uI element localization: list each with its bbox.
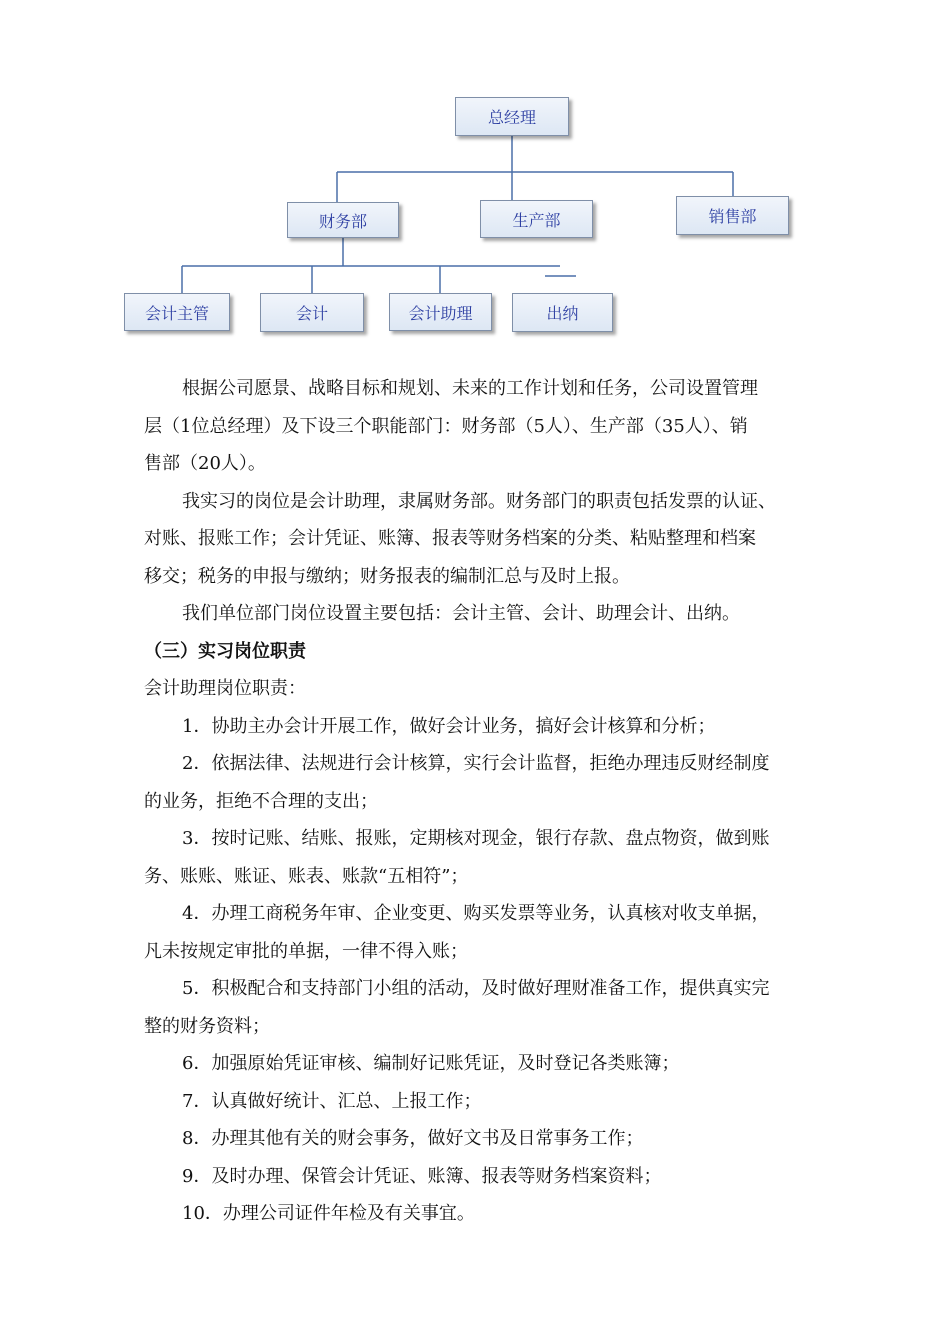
- org-box-sales: [676, 196, 789, 235]
- duty-line: 凡未按规定审批的单据，一律不得入账；: [144, 940, 468, 962]
- sub-heading: 会计助理岗位职责：: [144, 678, 306, 699]
- org-box-accountant: [260, 293, 364, 332]
- paragraph-line: 我实习的岗位是会计助理，隶属财务部。财务部门的职责包括发票的认证、: [182, 490, 776, 512]
- org-box-label: 会计: [295, 304, 328, 323]
- org-box-accounting-supervisor: [124, 293, 230, 331]
- paragraph-line: 移交；税务的申报与缴纳；财务报表的编制汇总与及时上报。: [144, 565, 630, 587]
- org-box-general-manager: [455, 97, 569, 136]
- duty-line: 整的财务资料；: [144, 1015, 270, 1037]
- duty-line: 1．协助主办会计开展工作，做好会计业务，搞好会计核算和分析；: [182, 715, 716, 737]
- org-box-cashier: [512, 293, 613, 332]
- org-box-label: 财务部: [318, 211, 367, 231]
- duty-line: 2．依据法律、法规进行会计核算，实行会计监督，拒绝办理违反财经制度: [182, 753, 770, 774]
- org-box-label: 出纳: [546, 304, 579, 323]
- org-box-label: 生产部: [512, 210, 561, 230]
- duty-line: 10．办理公司证件年检及有关事宜。: [182, 1203, 475, 1224]
- org-box-label: 销售部: [708, 207, 757, 226]
- duty-line: 务、账账、账证、账表、账款“五相符”；: [144, 865, 469, 887]
- duty-line: 5．积极配合和支持部门小组的活动，及时做好理财准备工作，提供真实完: [182, 978, 770, 999]
- org-box-accounting-assistant: [389, 293, 492, 331]
- org-box-label: 会计主管: [144, 303, 209, 323]
- paragraph-line: 售部（20人）。: [144, 453, 266, 474]
- duty-line: 8．办理其他有关的财会事务，做好文书及日常事务工作；: [182, 1128, 644, 1149]
- duty-line: 6．加强原始凭证审核、编制好记账凭证，及时登记各类账簿；: [182, 1053, 680, 1074]
- duty-line: 9．及时办理、保管会计凭证、账簿、报表等财务档案资料；: [182, 1165, 662, 1187]
- duty-line: 的业务，拒绝不合理的支出；: [144, 790, 378, 812]
- org-box-finance: [287, 202, 399, 238]
- duty-line: 3．按时记账、结账、报账，定期核对现金，银行存款、盘点物资，做到账: [182, 828, 770, 849]
- org-box-production: [480, 200, 593, 238]
- paragraph-line: 层（1位总经理）及下设三个职能部门：财务部（5人）、生产部（35人）、销: [144, 415, 748, 437]
- paragraph-line: 我们单位部门岗位设置主要包括：会计主管、会计、助理会计、出纳。: [182, 603, 740, 624]
- duty-line: 7．认真做好统计、汇总、上报工作；: [182, 1090, 482, 1112]
- org-box-label: 会计助理: [408, 303, 473, 323]
- org-box-label: 总经理: [487, 108, 536, 127]
- paragraph-line: 对账、报账工作；会计凭证、账簿、报表等财务档案的分类、粘贴整理和档案: [144, 528, 756, 549]
- paragraph-line: 根据公司愿景、战略目标和规划、未来的工作计划和任务，公司设置管理: [182, 378, 758, 399]
- document-body: [144, 370, 824, 1233]
- org-chart: [0, 0, 950, 350]
- duty-line: 4．办理工商税务年审、企业变更、购买发票等业务，认真核对收支单据，: [182, 903, 770, 924]
- section-heading: （三）实习岗位职责: [144, 640, 306, 662]
